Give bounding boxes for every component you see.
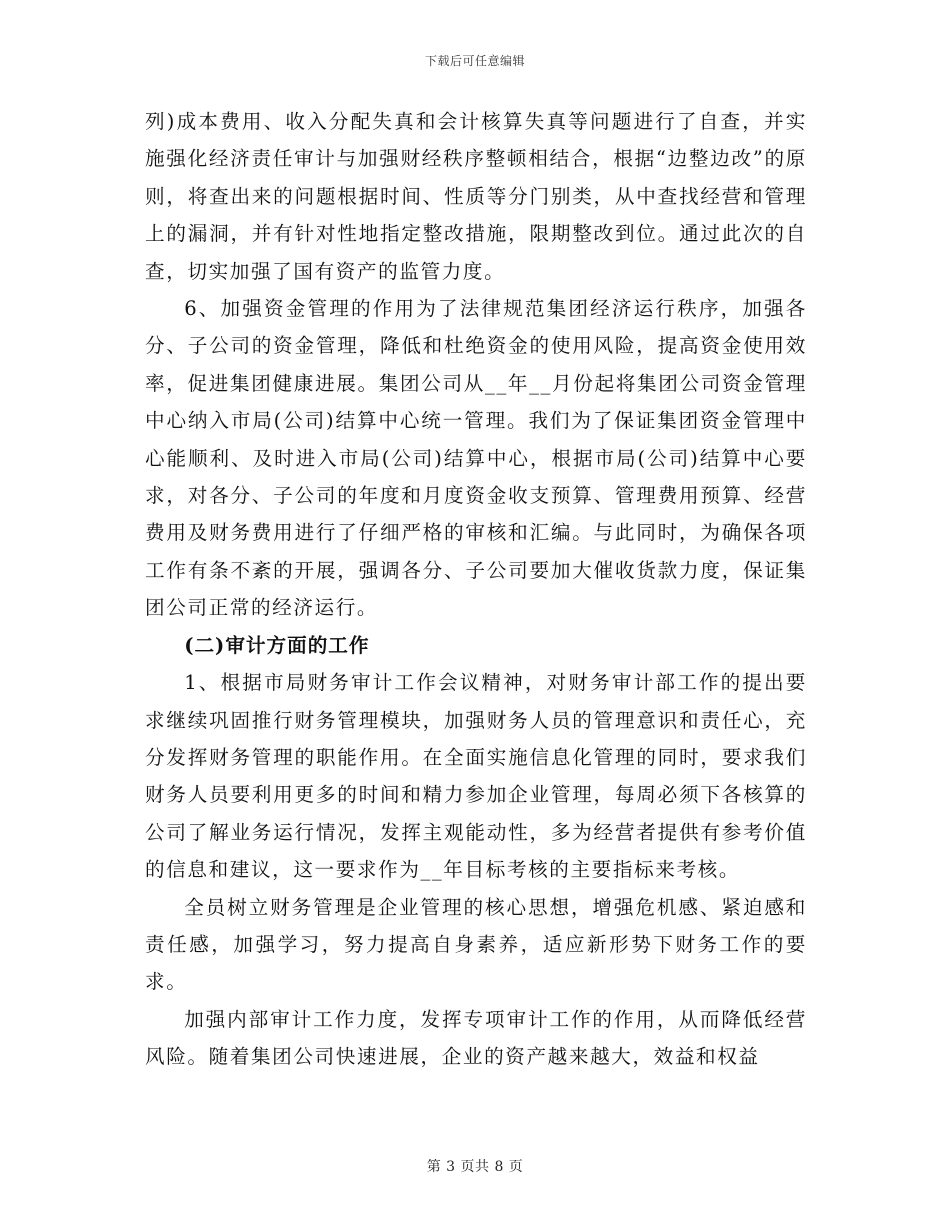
section-heading-audit: (二)审计方面的工作 [184, 633, 370, 657]
page-header: 下载后可任意编辑 [424, 54, 525, 68]
document-body [145, 103, 807, 1076]
page-footer: 第 3 页共 8 页 [426, 1159, 524, 1175]
paragraph-audit-item-1: 1、根据市局财务审计工作会议精神，对财务审计部工作的提出要求继续巩固推行财务管理模块，加强财务人员的管理意识和责任心，充分发挥财务管理的职能作用。在全面实施信息化管理的同时，要求我们财务人员要利用更多的时间和精力参加企业管理，每周必须下各核算的公司了解业务运行情况，发挥主观能动性，多为经营者提供有参考价值的信息和建议，这一要求作为__年目标考核的主要指标来考核。 [145, 671, 807, 882]
paragraph-financial-awareness: 全员树立财务管理是企业管理的核心思想，增强危机感、紧迫感和责任感，加强学习，努力提高自身素养，适应新形势下财务工作的要求。 [145, 895, 807, 994]
paragraph-continued: 列)成本费用、收入分配失真和会计核算失真等问题进行了自查，并实施强化经济责任审计与加强财经秩序整顿相结合，根据“边整边改”的原则，将查出来的问题根据时间、性质等分门别类，从中查找经营和管理上的漏洞，并有针对性地指定整改措施，限期整改到位。通过此次的自查，切实加强了国有资产的监管力度。 [145, 110, 807, 283]
paragraph-fund-management: 6、加强资金管理的作用为了法律规范集团经济运行秩序，加强各分、子公司的资金管理，降低和杜绝资金的使用风险，提高资金使用效率，促进集团健康进展。集团公司从__年__月份起将集团公司资金管理中心纳入市局(公司)结算中心统一管理。我们为了保证集团资金管理中心能顺利、及时进入市局(公司)结算中心，根据市局(公司)结算中心要求，对各分、子公司的年度和月度资金收支预算、管理费用预算、经营费用及财务费用进行了仔细严格的审核和汇编。与此同时，为确保各项工作有条不紊的开展，强调各分、子公司要加大催收货款力度，保证集团公司正常的经济运行。 [145, 297, 807, 620]
paragraph-internal-audit: 加强内部审计工作力度，发挥专项审计工作的作用，从而降低经营风险。随着集团公司快速进展，企业的资产越来越大，效益和权益 [145, 1007, 807, 1069]
